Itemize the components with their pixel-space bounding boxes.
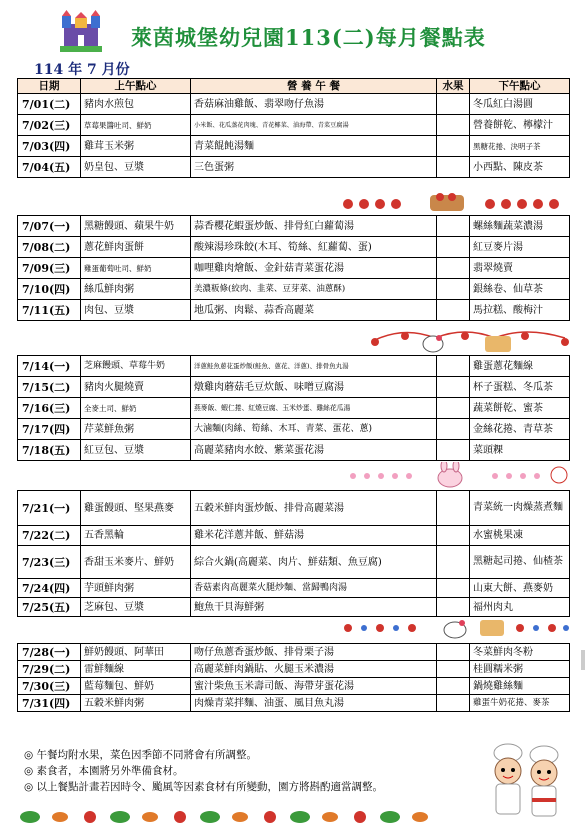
date-cell: 7/22(二)	[18, 526, 81, 546]
pm-snack-cell: 桂圓糯米粥	[470, 661, 570, 678]
am-snack-cell: 豬肉水煎包	[81, 94, 191, 115]
am-snack-cell: 藍莓麵包、鮮奶	[81, 678, 191, 695]
table-row	[18, 258, 570, 279]
table-row	[18, 115, 570, 136]
pm-snack-cell: 蔬菜餅乾、蜜茶	[470, 398, 570, 419]
pm-snack-cell: 翡翠燒賣	[470, 258, 570, 279]
fruit-cell	[437, 546, 470, 579]
date-cell: 7/04(五)	[18, 157, 81, 178]
am-snack-cell: 香甜玉米麥片、鮮奶	[81, 546, 191, 579]
date-cell: 7/11(五)	[18, 300, 81, 321]
date-cell: 7/28(一)	[18, 644, 81, 661]
am-snack-cell: 豬肉火腿燒賣	[81, 377, 191, 398]
fruit-cell	[437, 136, 470, 157]
table-row	[18, 136, 570, 157]
kitty-fruit-decoration	[340, 612, 573, 640]
pm-snack-cell: 雞蛋蔥花麵線	[470, 356, 570, 377]
date-cell: 7/30(三)	[18, 678, 81, 695]
pm-snack-cell: 菜頭粿	[470, 440, 570, 461]
date-cell: 7/09(三)	[18, 258, 81, 279]
table-row	[18, 216, 570, 237]
lunch-cell: 三色蛋粥	[191, 157, 437, 178]
table-row	[18, 94, 570, 115]
fruit-cell	[437, 678, 470, 695]
lunch-cell: 大滷麵(肉絲、筍絲、木耳、青菜、蛋花、蔥)	[191, 419, 437, 440]
table-row	[18, 678, 570, 695]
table-row	[18, 491, 570, 526]
fruit-cell	[437, 115, 470, 136]
am-snack-cell: 芹菜鮮魚粥	[81, 419, 191, 440]
menu-table-week-2	[17, 215, 570, 321]
fruit-cell	[437, 279, 470, 300]
cherry-icon	[365, 324, 573, 354]
pm-snack-cell: 杯子蛋糕、冬瓜茶	[470, 377, 570, 398]
am-snack-cell: 黑糖饅頭、蘋果牛奶	[81, 216, 191, 237]
am-snack-cell: 五香黑輪	[81, 526, 191, 546]
fruit-cell	[437, 216, 470, 237]
fruit-cell	[437, 258, 470, 279]
scrollbar-handle[interactable]	[581, 650, 585, 670]
pm-snack-cell: 紅豆麥片湯	[470, 237, 570, 258]
pm-snack-cell: 福州肉丸	[470, 598, 570, 617]
menu-table-week-1	[17, 78, 570, 178]
am-snack-cell: 芋頭鮮肉粥	[81, 579, 191, 598]
date-cell: 7/15(二)	[18, 377, 81, 398]
castle-logo	[58, 10, 104, 54]
fruit-cell	[437, 94, 470, 115]
lunch-cell: 酸辣湯珍珠餃(木耳、筍絲、紅蘿蔔、蛋)	[191, 237, 437, 258]
header-date: 日期	[18, 79, 81, 94]
table-row	[18, 440, 570, 461]
fruit-cell	[437, 440, 470, 461]
lunch-cell: 青菜餛飩湯麵	[191, 136, 437, 157]
page-title: 萊茵城堡幼兒園113(二)每月餐點表	[131, 25, 486, 50]
fruit-cell	[437, 491, 470, 526]
lunch-cell: 燕麥飯、蝦仁捲、紅燒豆腐、玉米炒蛋、雞絲花瓜湯	[191, 398, 437, 419]
pm-snack-cell: 小西點、陳皮茶	[470, 157, 570, 178]
pm-snack-cell: 水蜜桃果凍	[470, 526, 570, 546]
table-row	[18, 546, 570, 579]
menu-table-week-3	[17, 355, 570, 461]
note-line: ◎ 以上餐點計畫若因時令、颱風等因素食材有所變動，園方將斟酌適當調整。	[24, 781, 383, 793]
table-row	[18, 695, 570, 712]
table-row	[18, 279, 570, 300]
lunch-cell: 蜜汁柴魚玉米壽司飯、海帶芽蛋花湯	[191, 678, 437, 695]
pm-snack-cell: 銀絲卷、仙草茶	[470, 279, 570, 300]
fruit-icon	[340, 612, 573, 640]
am-snack-cell: 全麥土司、鮮奶	[81, 398, 191, 419]
cherry-kitty-decoration	[365, 324, 573, 354]
lunch-cell: 蒜香櫻花蝦蛋炒飯、排骨紅白蘿蔔湯	[191, 216, 437, 237]
am-snack-cell: 雞茸玉米粥	[81, 136, 191, 157]
lunch-cell: 咖哩雞肉燴飯、金針菇青菜蛋花湯	[191, 258, 437, 279]
menu-table-week-4	[17, 490, 570, 617]
date-cell: 7/16(三)	[18, 398, 81, 419]
pm-snack-cell: 馬拉糕、酸梅汁	[470, 300, 570, 321]
lunch-cell: 小米飯、花瓜蒸花肉塊、青花椰菜、油海帶、青菜豆腐湯	[191, 115, 437, 136]
date-cell: 7/14(一)	[18, 356, 81, 377]
am-snack-cell: 絲瓜鮮肉粥	[81, 279, 191, 300]
pm-snack-cell: 雞蛋牛奶花捲、麥茶	[470, 695, 570, 712]
table-row	[18, 398, 570, 419]
pm-snack-cell: 鍋燒雞絲麵	[470, 678, 570, 695]
pm-snack-cell: 冬菜鮮肉冬粉	[470, 644, 570, 661]
date-cell: 7/29(二)	[18, 661, 81, 678]
month-label: 114 年 7 月份	[34, 62, 130, 78]
lunch-cell: 高麗菜豬肉水餃、紫菜蛋花湯	[191, 440, 437, 461]
date-cell: 7/31(四)	[18, 695, 81, 712]
am-snack-cell: 雞蛋葡萄吐司、鮮奶	[81, 258, 191, 279]
fruit-cell	[437, 579, 470, 598]
fruit-cell	[437, 398, 470, 419]
chef-kids-illustration	[486, 743, 566, 821]
lunch-cell: 香菇麻油雞飯、翡翠吻仔魚湯	[191, 94, 437, 115]
table-row	[18, 661, 570, 678]
table-row	[18, 237, 570, 258]
strawberry-icon	[340, 191, 572, 213]
table-row	[18, 419, 570, 440]
pm-snack-cell: 黑糖起司捲、仙楂茶	[470, 546, 570, 579]
date-cell: 7/07(一)	[18, 216, 81, 237]
lunch-cell: 美濃粄條(絞肉、韭菜、豆芽菜、油蔥酥)	[191, 279, 437, 300]
table-row	[18, 644, 570, 661]
pm-snack-cell: 金絲花捲、青草茶	[470, 419, 570, 440]
date-cell: 7/23(三)	[18, 546, 81, 579]
am-snack-cell: 奶皇包、豆漿	[81, 157, 191, 178]
date-cell: 7/24(四)	[18, 579, 81, 598]
fruit-cell	[437, 356, 470, 377]
lunch-cell: 吻仔魚蔥香蛋炒飯、排骨栗子湯	[191, 644, 437, 661]
header-fruit: 水果	[437, 79, 470, 94]
table-header-row	[18, 79, 570, 94]
date-cell: 7/17(四)	[18, 419, 81, 440]
pm-snack-cell: 營養餅乾、檸檬汁	[470, 115, 570, 136]
fruit-cell	[437, 300, 470, 321]
fruit-cell	[437, 695, 470, 712]
date-cell: 7/03(四)	[18, 136, 81, 157]
am-snack-cell: 雷鮮麵線	[81, 661, 191, 678]
fruit-cell	[437, 419, 470, 440]
date-cell: 7/01(二)	[18, 94, 81, 115]
pm-snack-cell: 青菜統一肉燥蒸煮麵	[470, 491, 570, 526]
am-snack-cell: 芝麻包、豆漿	[81, 598, 191, 617]
fruit-cell	[437, 157, 470, 178]
food-border-decoration	[10, 803, 440, 829]
fruit-cell	[437, 644, 470, 661]
strawberry-decoration	[340, 191, 572, 213]
am-snack-cell: 雞蛋饅頭、堅果燕麥	[81, 491, 191, 526]
pm-snack-cell: 山東大餅、燕麥奶	[470, 579, 570, 598]
am-snack-cell: 五穀米鮮肉粥	[81, 695, 191, 712]
table-row	[18, 300, 570, 321]
am-snack-cell: 肉包、豆漿	[81, 300, 191, 321]
candy-icon	[345, 462, 573, 488]
lunch-cell: 五穀米鮮肉蛋炒飯、排骨高麗菜湯	[191, 491, 437, 526]
table-row	[18, 377, 570, 398]
pm-snack-cell: 螺絲麵蔬菜濃湯	[470, 216, 570, 237]
date-cell: 7/18(五)	[18, 440, 81, 461]
am-snack-cell: 芝麻饅頭、草莓牛奶	[81, 356, 191, 377]
fruit-cell	[437, 526, 470, 546]
fruit-cell	[437, 237, 470, 258]
table-row	[18, 579, 570, 598]
lunch-cell: 鮑魚干貝海鮮粥	[191, 598, 437, 617]
vegetable-icon	[10, 803, 440, 829]
pm-snack-cell: 黑糖花捲、決明子茶	[470, 136, 570, 157]
header-pm-snack: 下午點心	[470, 79, 570, 94]
date-cell: 7/10(四)	[18, 279, 81, 300]
lunch-cell: 燉雞肉蘑菇毛豆炊飯、味噌豆腐湯	[191, 377, 437, 398]
menu-table-week-5	[17, 643, 570, 712]
am-snack-cell: 鮮奶饅頭、阿華田	[81, 644, 191, 661]
note-line: ◎ 午餐均附水果，菜色因季節不同將會有所調整。	[24, 749, 257, 761]
table-row	[18, 157, 570, 178]
fruit-cell	[437, 661, 470, 678]
lunch-cell: 地瓜粥、肉鬆、蒜香高麗菜	[191, 300, 437, 321]
lunch-cell: 洋蔥鮭魚蔥花蛋炒飯(鮭魚、蔥花、洋蔥)、排骨魚丸湯	[191, 356, 437, 377]
lunch-cell: 高麗菜鮮肉鍋貼、火腿玉米濃湯	[191, 661, 437, 678]
am-snack-cell: 草莓果醬吐司、鮮奶	[81, 115, 191, 136]
fruit-cell	[437, 377, 470, 398]
table-row	[18, 356, 570, 377]
date-cell: 7/21(一)	[18, 491, 81, 526]
am-snack-cell: 蔥花鮮肉蛋餅	[81, 237, 191, 258]
am-snack-cell: 紅豆包、豆漿	[81, 440, 191, 461]
pm-snack-cell: 冬瓜紅白湯圓	[470, 94, 570, 115]
note-line: ◎ 素食者，本園將另外準備食材。	[24, 765, 184, 777]
lunch-cell: 綜合火鍋(高麗菜、肉片、鮮菇類、魚豆腐)	[191, 546, 437, 579]
lunch-cell: 肉燥青菜拌麵、油蛋、風目魚丸湯	[191, 695, 437, 712]
header-lunch: 營 養 午 餐	[191, 79, 437, 94]
lunch-cell: 香菇素肉高麗菜火腿炒麵、當歸鴨肉湯	[191, 579, 437, 598]
candy-bunny-decoration	[345, 462, 573, 488]
table-row	[18, 526, 570, 546]
header-am-snack: 上午點心	[81, 79, 191, 94]
notes-section	[24, 747, 383, 795]
date-cell: 7/25(五)	[18, 598, 81, 617]
lunch-cell: 雞米花洋蔥丼飯、鮮菇湯	[191, 526, 437, 546]
date-cell: 7/02(三)	[18, 115, 81, 136]
date-cell: 7/08(二)	[18, 237, 81, 258]
